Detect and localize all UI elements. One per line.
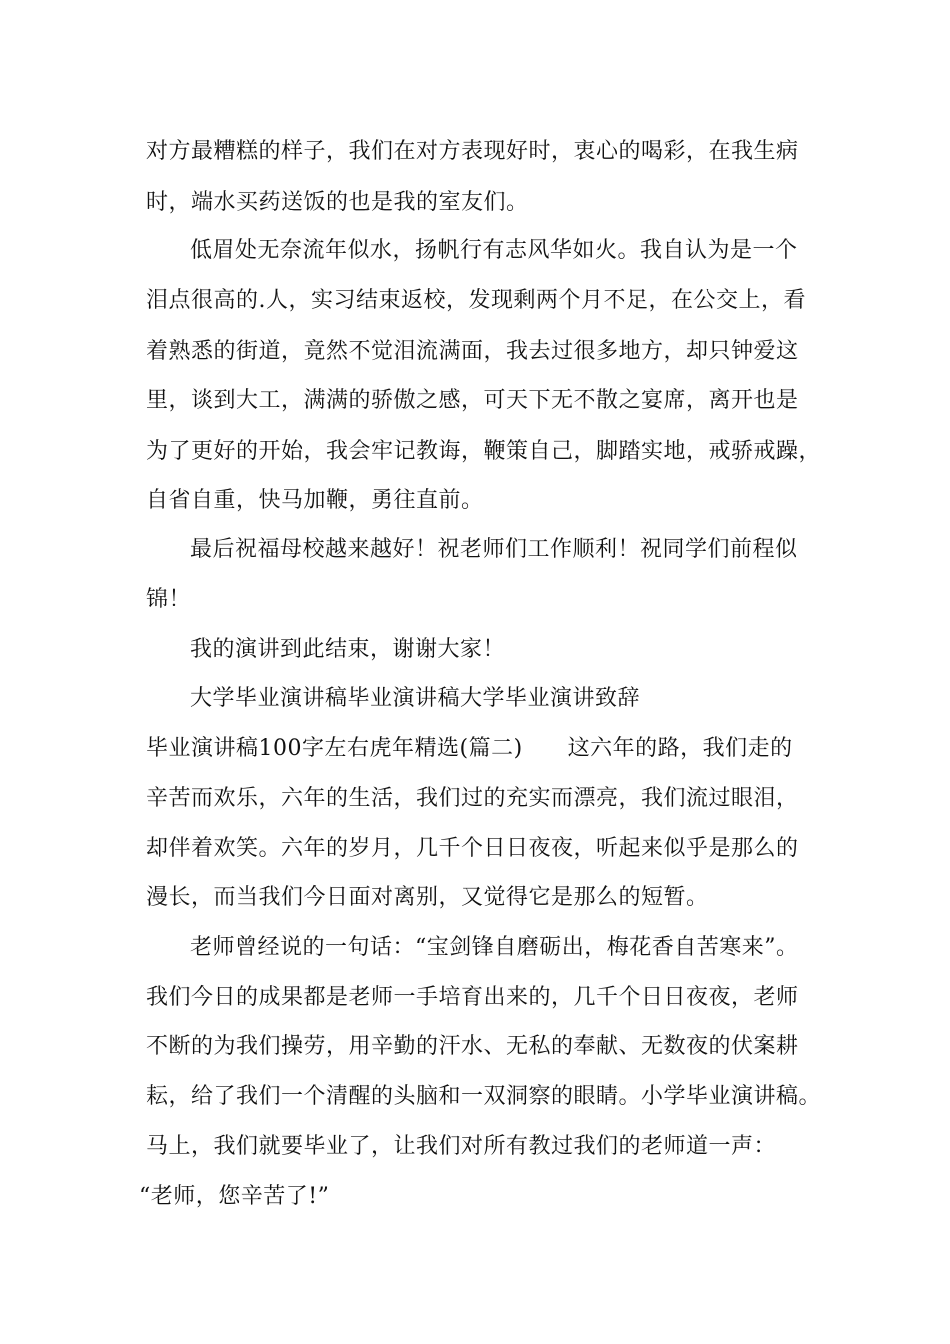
text-line: 为了更好的开始，我会牢记教诲，鞭策自己，脚踏实地，戒骄戒躁， <box>146 439 822 464</box>
text-line: 自省自重，快马加鞭，勇往直前。 <box>146 488 484 513</box>
text-line: 耘，给了我们一个清醒的头脑和一双洞察的眼睛。小学毕业演讲稿。 <box>146 1084 822 1109</box>
text-line: 马上，我们就要毕业了，让我们对所有教过我们的老师道一声： <box>146 1134 777 1159</box>
paragraph-start-line: 老师曾经说的一句话：“宝剑锋自磨砺出，梅花香自苦寒来”。 <box>190 935 799 960</box>
paragraph-start-line: 我的演讲到此结束，谢谢大家！ <box>190 637 506 662</box>
text-line: 却伴着欢笑。六年的岁月，几千个日日夜夜，听起来似乎是那么的 <box>146 836 799 861</box>
text-line: 里，谈到大工，满满的骄傲之感，可天下无不散之宴席，离开也是 <box>146 388 799 413</box>
text-line: 泪点很高的.人，实习结束返校，发现剩两个月不足，在公交上，看 <box>146 288 806 313</box>
text-line: 毕业演讲稿100字左右虎年精选(篇二) 这六年的路，我们走的 <box>146 736 793 761</box>
text-line: 时，端水买药送饭的也是我的室友们。 <box>146 190 529 215</box>
text-line: “老师，您辛苦了!” <box>139 1184 330 1209</box>
section-heading: 大学毕业演讲稿毕业演讲稿大学毕业演讲致辞 <box>190 686 641 711</box>
text-line: 锦！ <box>146 587 192 612</box>
paragraph-start-line: 最后祝福母校越来越好！祝老师们工作顺利！祝同学们前程似 <box>190 537 798 562</box>
text-line: 不断的为我们操劳，用辛勤的汗水、无私的奉献、无数夜的伏案耕 <box>146 1034 799 1059</box>
text-line: 对方最糟糕的样子，我们在对方表现好时，衷心的喝彩，在我生病 <box>146 139 799 164</box>
text-line: 着熟悉的街道，竟然不觉泪流满面，我去过很多地方，却只钟爱这 <box>146 339 799 364</box>
paragraph-start-line: 低眉处无奈流年似水，扬帆行有志风华如火。我自认为是一个 <box>190 238 798 263</box>
text-line: 辛苦而欢乐，六年的生活，我们过的充实而漂亮，我们流过眼泪， <box>146 786 799 811</box>
text-line: 我们今日的成果都是老师一手培育出来的，几千个日日夜夜，老师 <box>146 985 799 1010</box>
text-line: 漫长，而当我们今日面对离别，又觉得它是那么的短暂。 <box>146 885 709 910</box>
